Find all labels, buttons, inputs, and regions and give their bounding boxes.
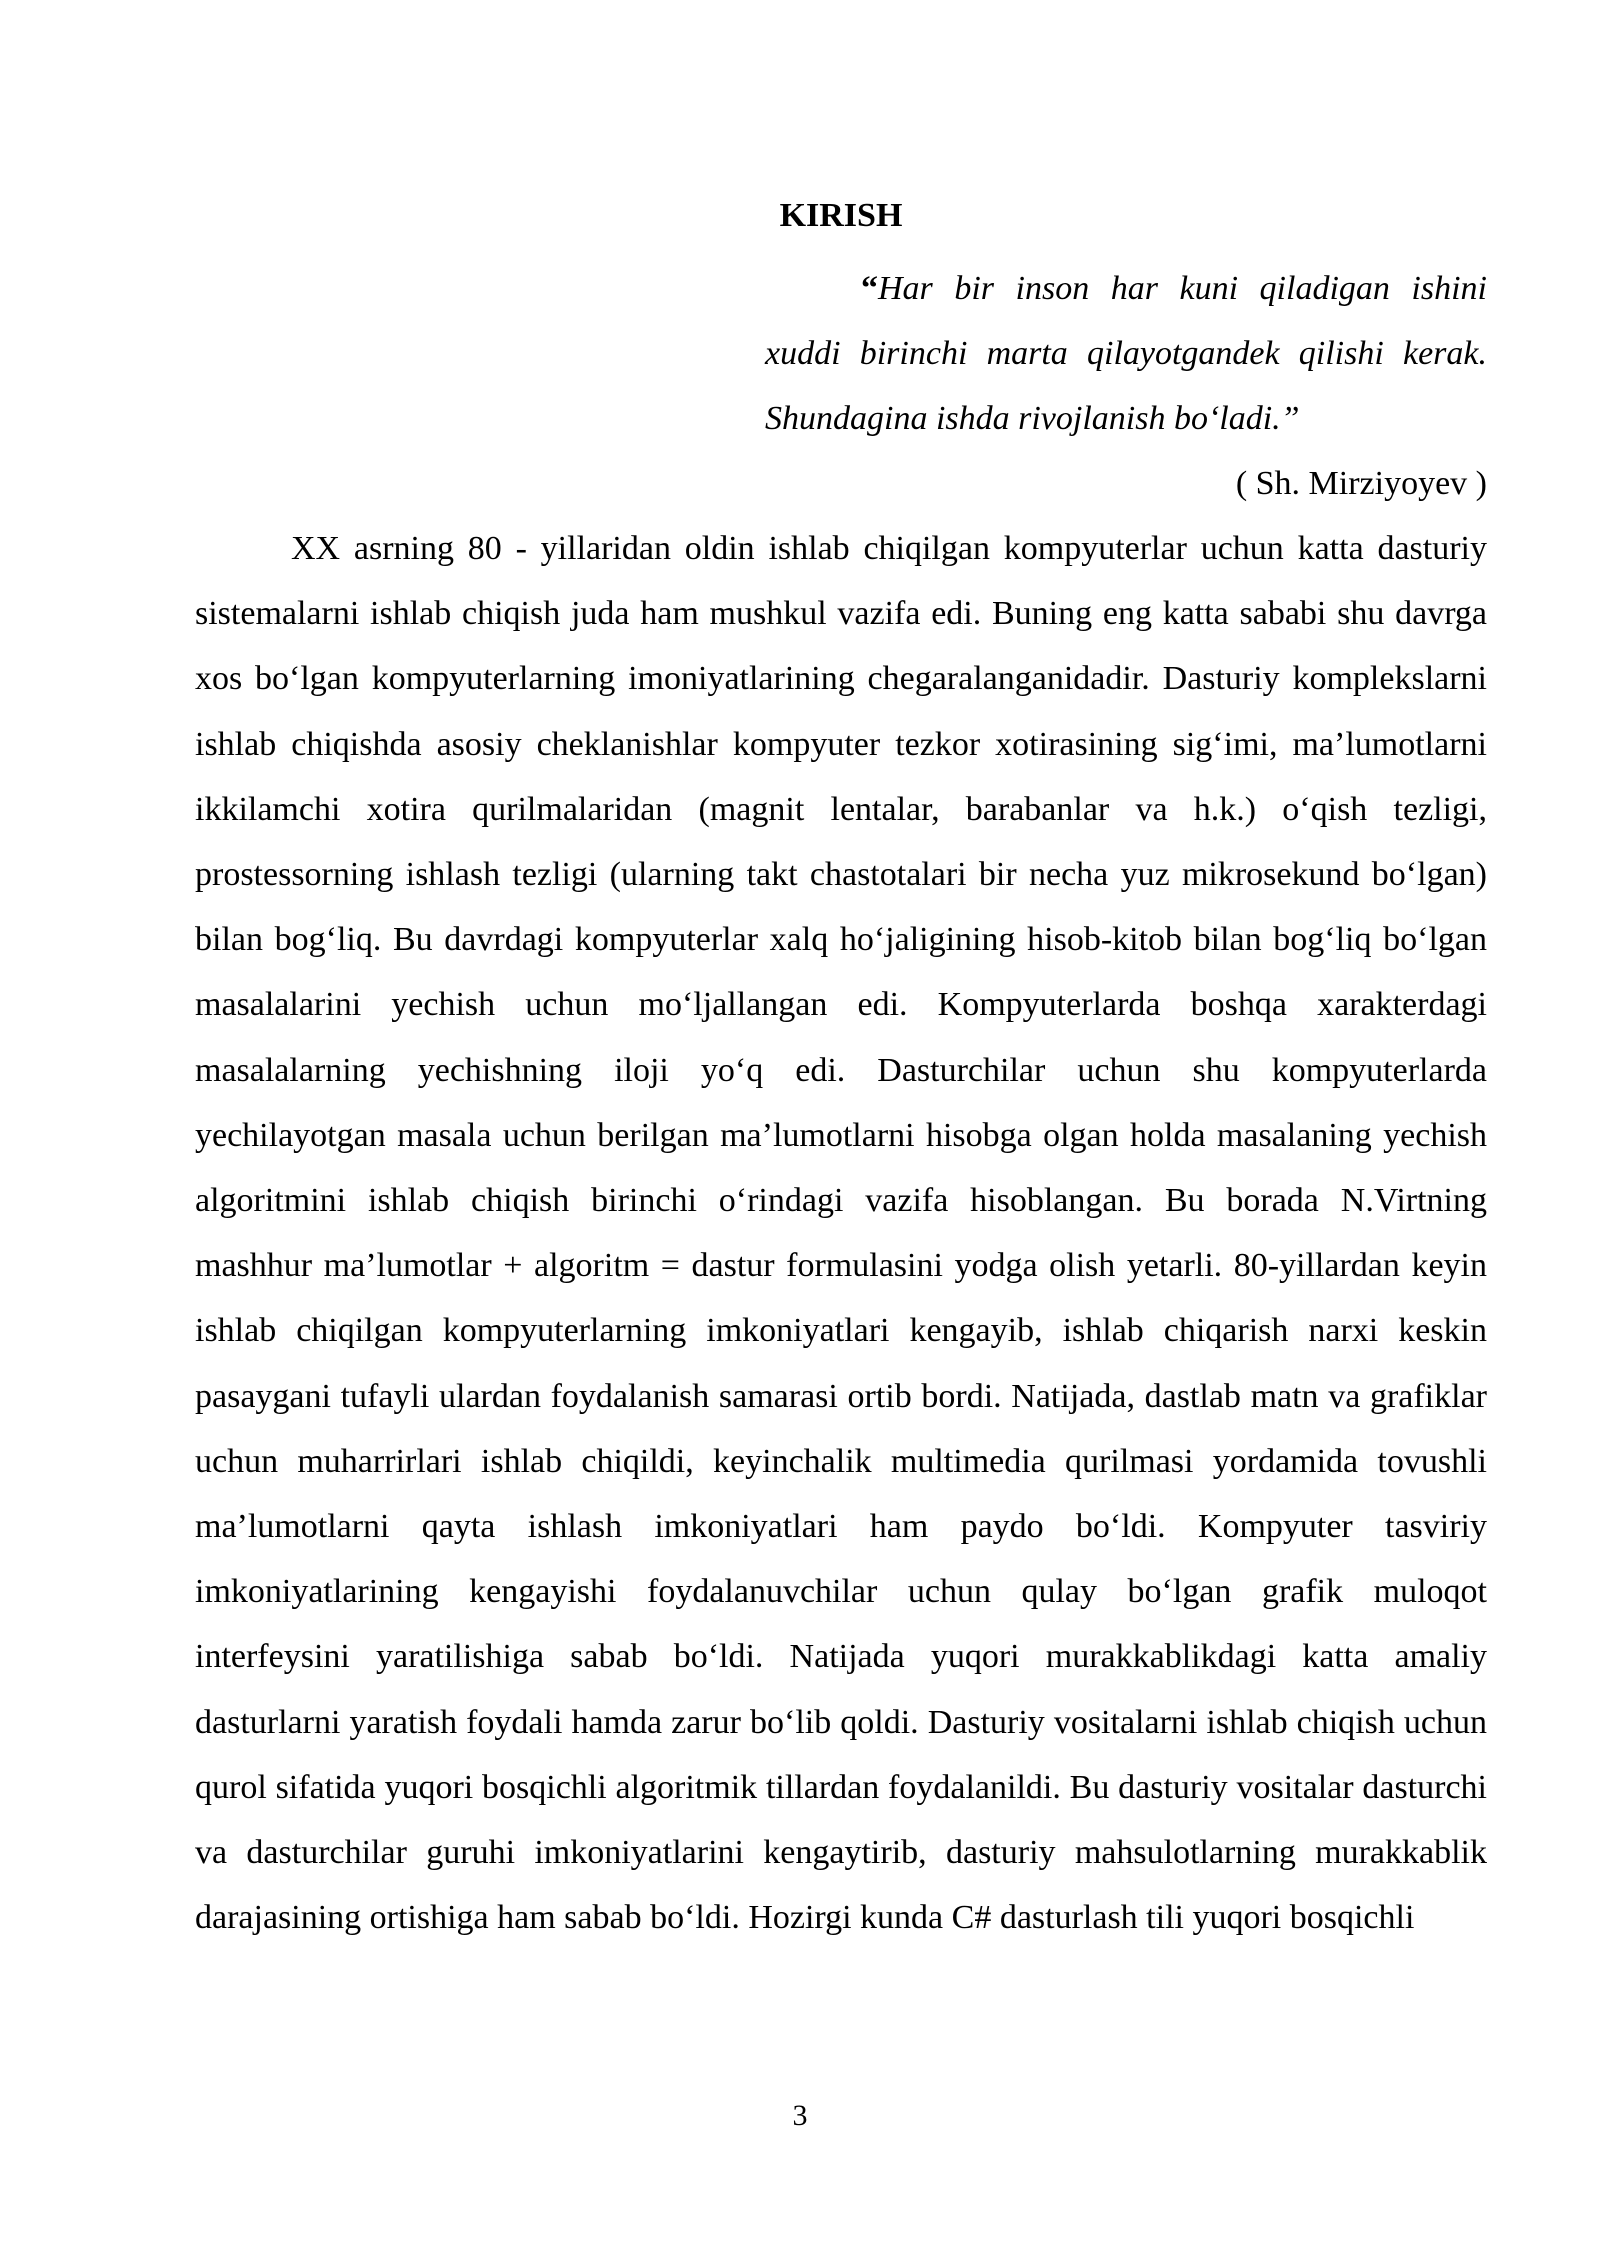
epigraph — [765, 256, 1487, 451]
section-heading: KIRISH — [779, 197, 903, 234]
epigraph-text: Har bir inson har kuni qiladigan ishini xuddi birinchi marta qilayotgandek qilishi kerak. Shundagina ishda rivojlanish bo‘ladi.” — [765, 270, 1487, 437]
body-paragraph: XX asrning 80 - yillaridan oldin ishlab chiqilgan kompyuterlar uchun katta dasturiy sistemalarni ishlab chiqish juda ham mushkul vazifa edi. Buning eng katta sababi shu davrga xos bo‘lgan kompyuterlarning imoniyatlarining chegaralanganidadir. Dasturiy komplekslarni ishlab chiqishda asosiy cheklanishlar kompyuter tezkor xotirasining sig‘imi, ma’lumotlarni ikkilamchi xotira qurilmalaridan (magnit lentalar, barabanlar va h.k.) o‘qish tezligi, prostessorning ishlash tezligi (ularning takt chastotalari bir necha yuz mikrosekund bo‘lgan) bilan bog‘liq. Bu davrdagi kompyuterlar xalq ho‘jaligining hisob-kitob bilan bog‘liq bo‘lgan masalalarini yechish uchun mo‘ljallangan edi. Kompyuterlarda boshqa xarakterdagi masalalarning yechishning iloji yo‘q edi. Dasturchilar uchun shu kompyuterlarda yechilayotgan masala uchun berilgan ma’lumotlarni hisobga olgan holda masalaning yechish algoritmini ishlab chiqish birinchi o‘rindagi vazifa hisoblangan. Bu borada N.Virtning mashhur ma’lumotlar + algoritm = dastur formulasini yodga olish yetarli. 80-yillardan keyin ishlab chiqilgan kompyuterlarning imkoniyatlari kengayib, ishlab chiqarish narxi keskin pasaygani tufayli ulardan foydalanish samarasi ortib bordi. Natijada, dastlab matn va grafiklar uchun muharrirlari ishlab chiqildi, keyinchalik multimedia qurilmasi yordamida tovushli ma’lumotlarni qayta ishlash imkoniyatlari ham paydo bo‘ldi. Kompyuter tasviriy imkoniyatlarining kengayishi foydalanuvchilar uchun qulay bo‘lgan grafik muloqot interfeysini yaratilishiga sabab bo‘ldi. Natijada yuqori murakkablikdagi katta amaliy dasturlarni yaratish foydali hamda zarur bo‘lib qoldi. Dasturiy vositalarni ishlab chiqish uchun qurol sifatida yuqori bosqichli algoritmik tillardan foydalanildi. Bu dasturiy vositalar dasturchi va dasturchilar guruhi imkoniyatlarini kengaytirib, dasturiy mahsulotlarning murakkablik darajasining ortishiga ham sabab bo‘ldi. Hozirgi kunda C# dasturlash tili yuqori bosqichli — [195, 530, 1487, 1937]
document-page — [195, 190, 1487, 1950]
epigraph-open-quote: “ — [861, 270, 878, 307]
epigraph-author: ( Sh. Mirziyoyev ) — [1235, 465, 1487, 502]
page-number: 3 — [792, 2099, 808, 2132]
